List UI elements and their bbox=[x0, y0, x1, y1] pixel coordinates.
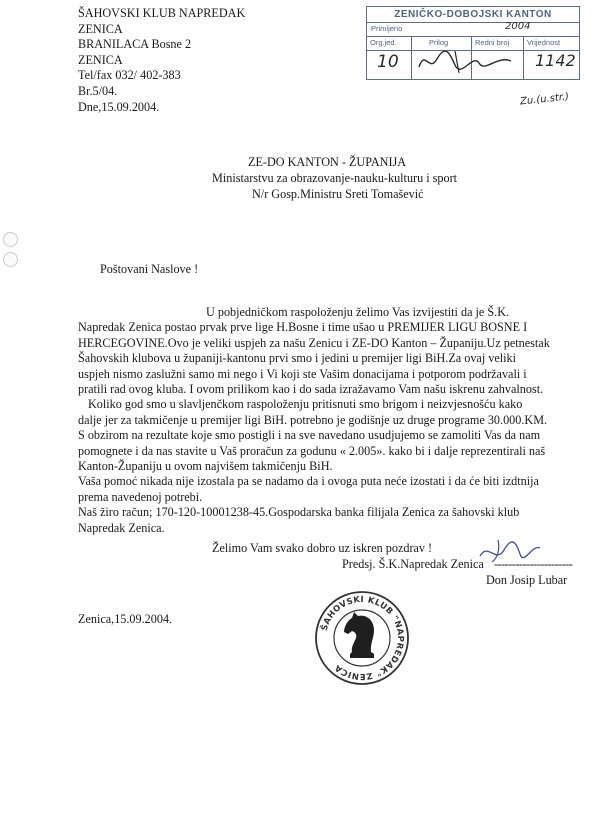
stamp-label-prilog: Prilog bbox=[429, 38, 449, 47]
body-line: Kanton-Županiju u ovom najvišem takmičenju BiH. bbox=[78, 459, 333, 474]
punch-hole bbox=[3, 252, 18, 267]
body-line: Koliko god smo u slavljenčkom raspoloženju pritisnuti smo brigom i neizvjesnošću kako bbox=[88, 397, 523, 412]
body-line: dalje jer za takmičenje u premijer ligi BiH. potrebno je godišnje uz druge programe 30.000.KM. bbox=[78, 412, 548, 427]
recipient-line-2: Ministarstvu za obrazovanje-nauku-kulturu i sport bbox=[212, 171, 458, 185]
body-line: Napredak Zenica. bbox=[78, 520, 165, 535]
closing-greeting: Želimo Vam svako dobro uz iskren pozdrav ! bbox=[212, 541, 433, 555]
seal-text: ŠAHOVSKI KLUB "NAPREDAK" ZENICA bbox=[318, 593, 407, 683]
stamp-label-primljeno: Primljeno bbox=[371, 24, 403, 33]
body-line: Šahovskih klubova u županiji-kantonu prvi smo i jedini u premijer ligi BiH.Za ovaj veliki bbox=[78, 351, 517, 366]
body-line: HERCEGOVINE.Ovo je veliki uspjeh za našu Zenicu i ZE-DO Kanton – Županiju.Uz petnestak bbox=[78, 335, 550, 350]
stamp-label-org-jed: Org.jed. bbox=[370, 38, 397, 47]
stamp-hand-org: 10 bbox=[377, 52, 399, 72]
sender-header bbox=[78, 6, 245, 115]
stamp-hand-number: 1142 bbox=[535, 51, 576, 70]
salutation: Poštovani Naslove ! bbox=[100, 262, 199, 276]
sender-phone: Tel/fax 032/ 402-383 bbox=[78, 68, 181, 83]
body-line: Vaša pomoć nikada nije izostala pa se nadamo da i ovoga puta neće izostati i da će biti izdtnija bbox=[78, 474, 539, 489]
registry-stamp bbox=[366, 6, 580, 80]
stamp-title: ZENIČKO-DOBOJSKI KANTON bbox=[367, 7, 579, 23]
club-seal bbox=[314, 590, 410, 686]
signer-name: Don Josip Lubar bbox=[486, 573, 568, 587]
reference-number: Br.5/04. bbox=[78, 83, 118, 98]
stamp-label-redni-broj: Redni broj bbox=[475, 38, 510, 47]
signer-title: Predsj. Š.K.Napredak Zenica bbox=[342, 557, 484, 571]
sender-street: BRANILACA Bosne 2 bbox=[78, 37, 192, 52]
body-line: pomognete i da nas stavite u Vaš proračun za godunu « 2.005». kako bi i dalje reprezentirali naš bbox=[78, 443, 546, 458]
letter-body bbox=[78, 305, 548, 536]
recipient-block bbox=[212, 154, 457, 202]
recipient-line-1: ZE-DO KANTON - ŽUPANIJA bbox=[248, 155, 407, 169]
sender-city-2: ZENICA bbox=[78, 52, 123, 67]
body-line: S obzirom na rezultate koje smo postigli i na sve navedano usudjujemo se zamoliti Vas da nam bbox=[78, 428, 541, 443]
handwritten-signature bbox=[474, 536, 544, 566]
sender-city: ZENICA bbox=[78, 21, 123, 36]
body-line: uspjeh nismo zaslužni samo mi nego i Vi koji ste Vašim donacijama i potporom podržavali i bbox=[78, 366, 527, 381]
signature-line: ---------------------- bbox=[494, 557, 573, 571]
margin-handwriting: Zu.(u.str.) bbox=[519, 91, 570, 108]
stamp-label-vrijednost: Vrijednost bbox=[527, 38, 561, 47]
recipient-line-3: N/r Gosp.Ministru Sreti Tomašević bbox=[252, 187, 424, 201]
body-line: U pobjedničkom raspoloženju želimo Vas izvijestiti da je Š.K. bbox=[206, 305, 510, 319]
body-line: Naš žiro račun; 170-120-10001238-45.Gospodarska banka filijala Zenica za šahovski klub bbox=[78, 505, 520, 520]
footer-place-date: Zenica,15.09.2004. bbox=[78, 612, 173, 626]
stamp-scribble bbox=[415, 47, 515, 75]
letter-date: Dne,15.09.2004. bbox=[78, 99, 160, 114]
body-line: prema navedenoj potrebi. bbox=[78, 489, 203, 504]
body-line: Napredak Zenica postao prvak prve lige H.Bosne i time ušao u PREMIJER LIGU BOSNE I bbox=[78, 320, 528, 335]
punch-hole bbox=[3, 232, 18, 247]
body-line: pratili rad ovog kluba. I ovom prilikom kao i do sada izražavamo Vam našu iskrenu zahvalnost. bbox=[78, 382, 544, 397]
stamp-hand-year: 2004 bbox=[505, 21, 531, 32]
sender-club-name: ŠAHOVSKI KLUB NAPREDAK bbox=[78, 6, 246, 20]
